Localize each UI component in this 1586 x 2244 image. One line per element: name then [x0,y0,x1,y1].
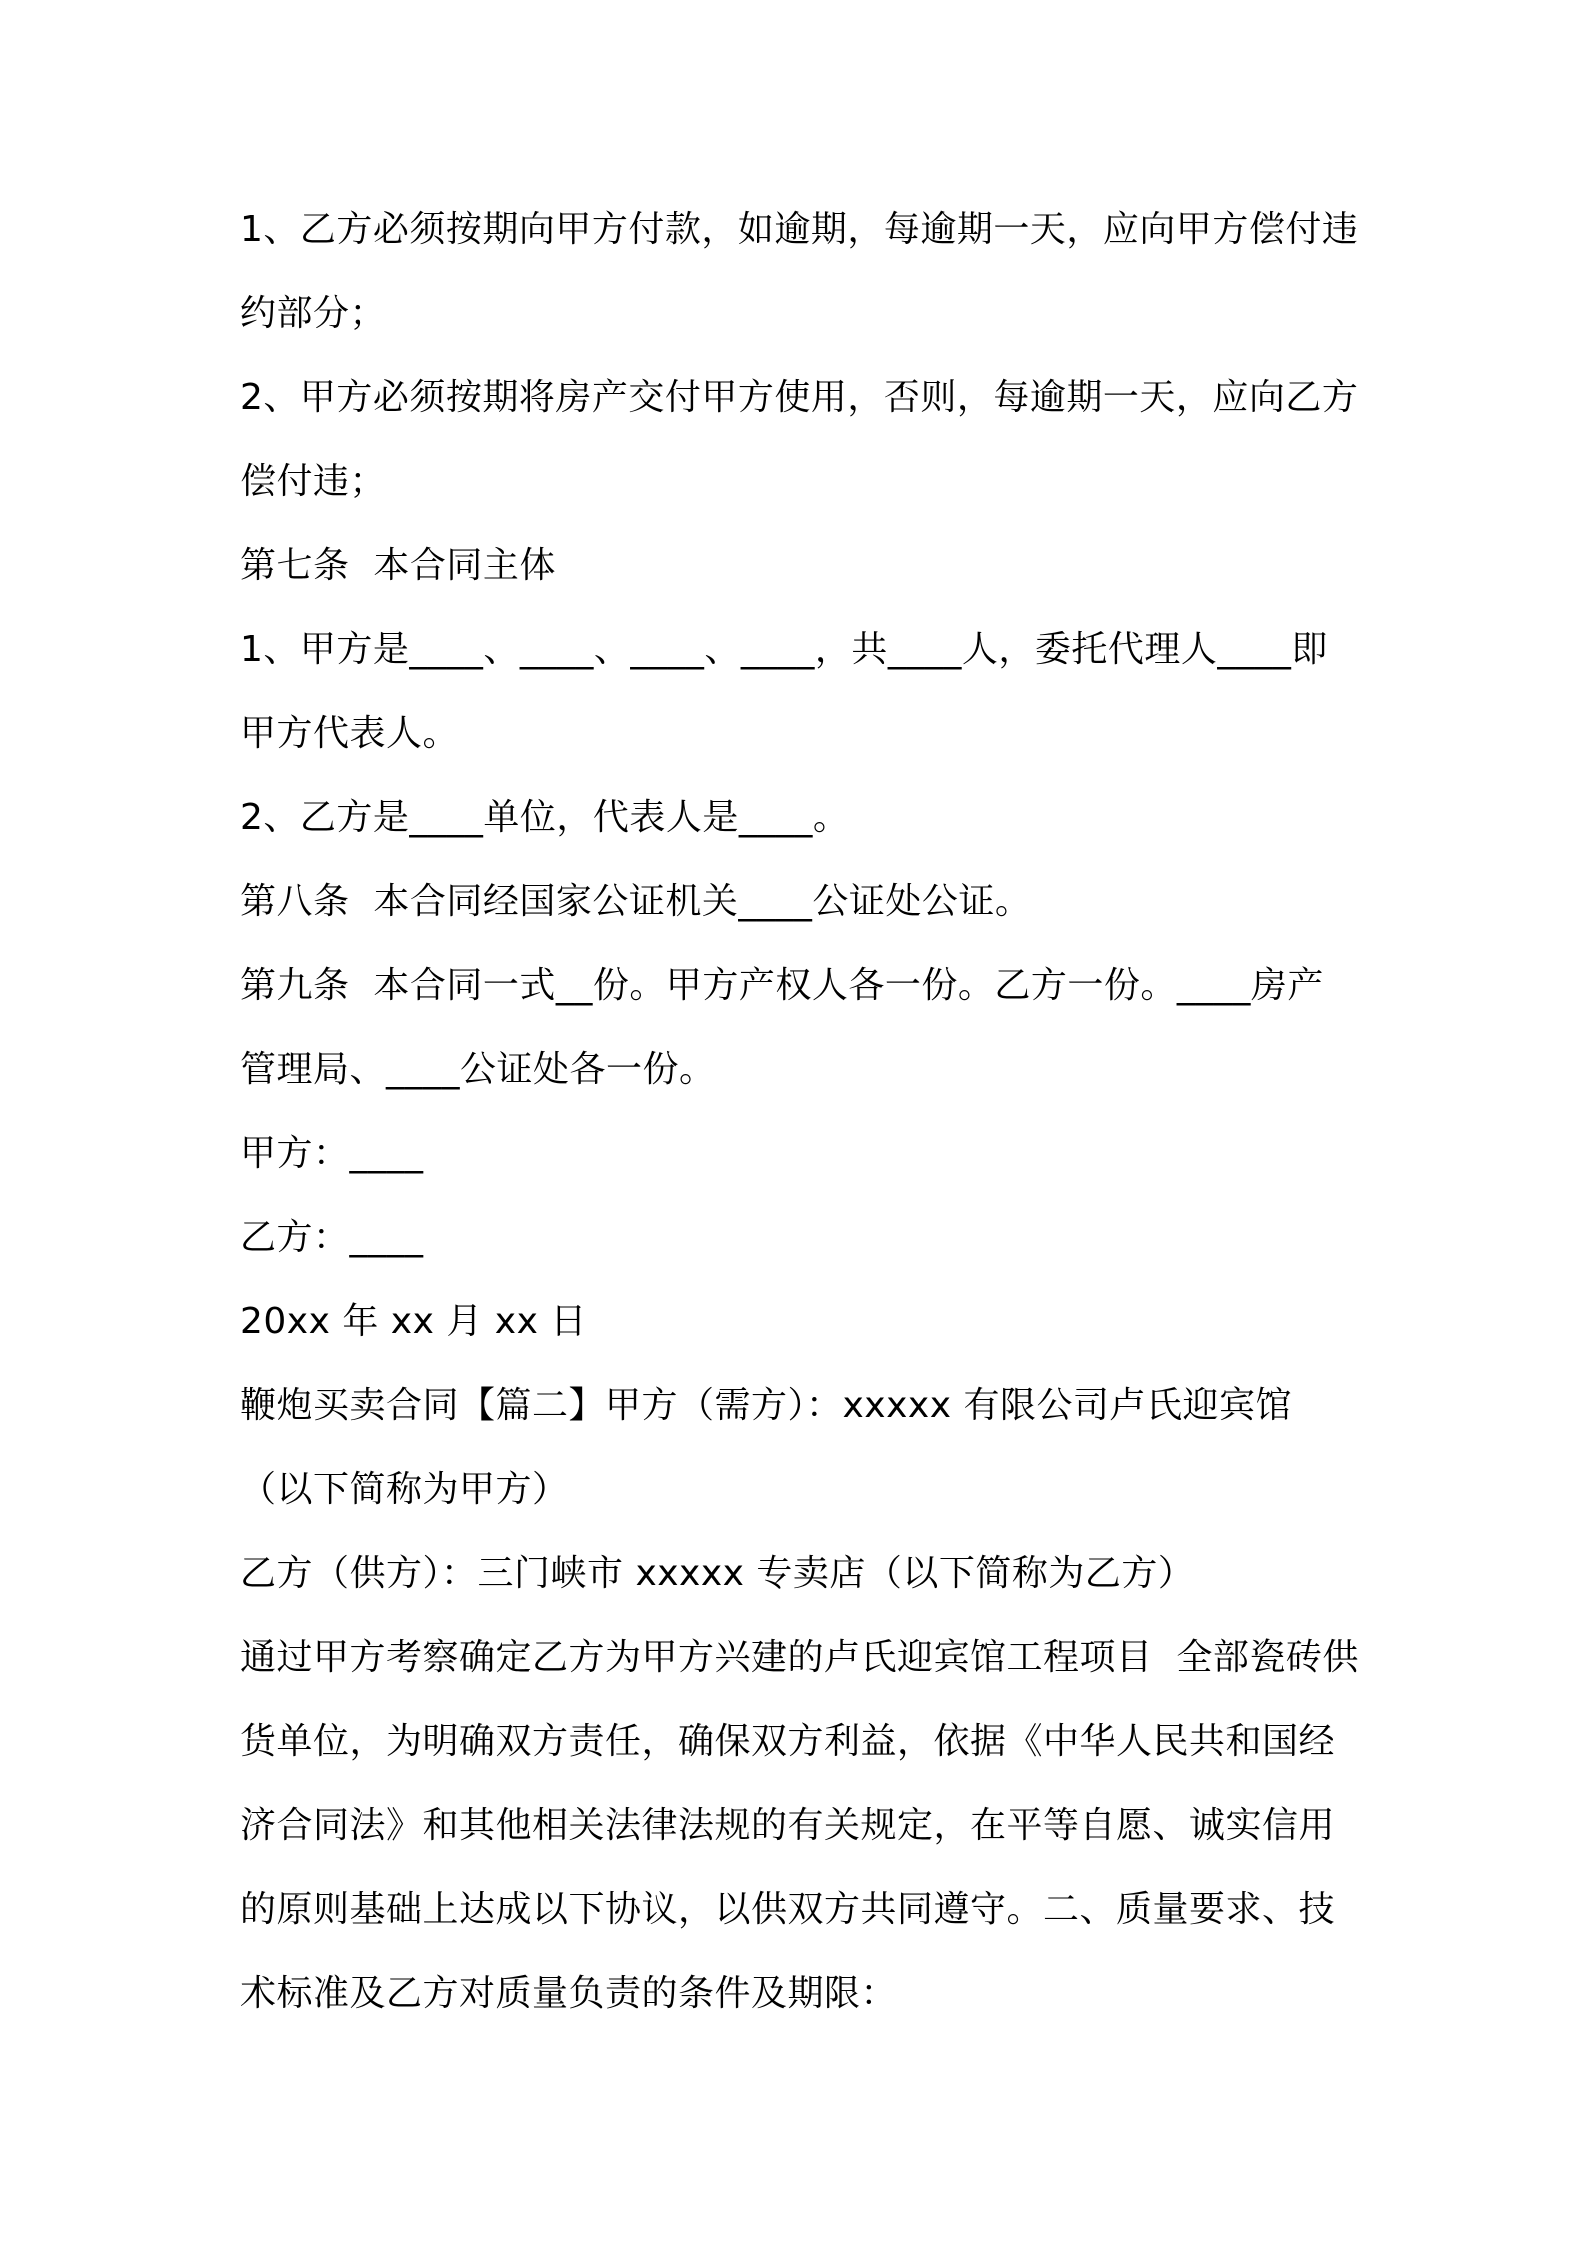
clause-overdue-payment: 1、乙方必须按期向甲方付款，如逾期，每逾期一天，应向甲方偿付违约部分； [240,209,1359,334]
contract-2-party-b: 乙方（供方）：三门峡市 xxxxx 专卖店（以下简称为乙方） [240,1553,1195,1594]
article-7-heading: 第七条 本合同主体 [240,545,556,586]
signing-date: 20xx 年 xx 月 xx 日 [240,1301,587,1342]
contract-2-preamble: 通过甲方考察确定乙方为甲方兴建的卢氏迎宾馆工程项目 全部瓷砖供货单位，为明确双方责任，确保双方利益，依据《中华人民共和国经济合同法》和其他相关法律法规的有关规定，在平等自愿、诚实信用的原则基础上达成以下协议，以供双方共同遵守。二、质量要求、技术标准及乙方对质量负责的条件及期限： [240,1637,1359,2014]
clause-overdue-delivery: 2、甲方必须按期将房产交付甲方使用，否则，每逾期一天，应向乙方偿付违； [240,377,1359,502]
contract-2-party-a: 鞭炮买卖合同【篇二】甲方（需方）：xxxxx 有限公司卢氏迎宾馆（以下简称为甲方） [240,1385,1292,1510]
party-b-identity: 2、乙方是____单位，代表人是____。 [240,797,850,838]
party-b-signature: 乙方：____ [240,1217,424,1258]
document-body [240,188,1360,2036]
party-a-signature: 甲方：____ [240,1133,424,1174]
party-a-identity: 1、甲方是____、____、____、____，共____人，委托代理人____即甲方代表人。 [240,629,1328,754]
article-8-notarization: 第八条 本合同经国家公证机关____公证处公证。 [240,881,1032,922]
article-9-copies: 第九条 本合同一式__份。甲方产权人各一份。乙方一份。____房产管理局、____公证处各一份。 [240,965,1324,1090]
